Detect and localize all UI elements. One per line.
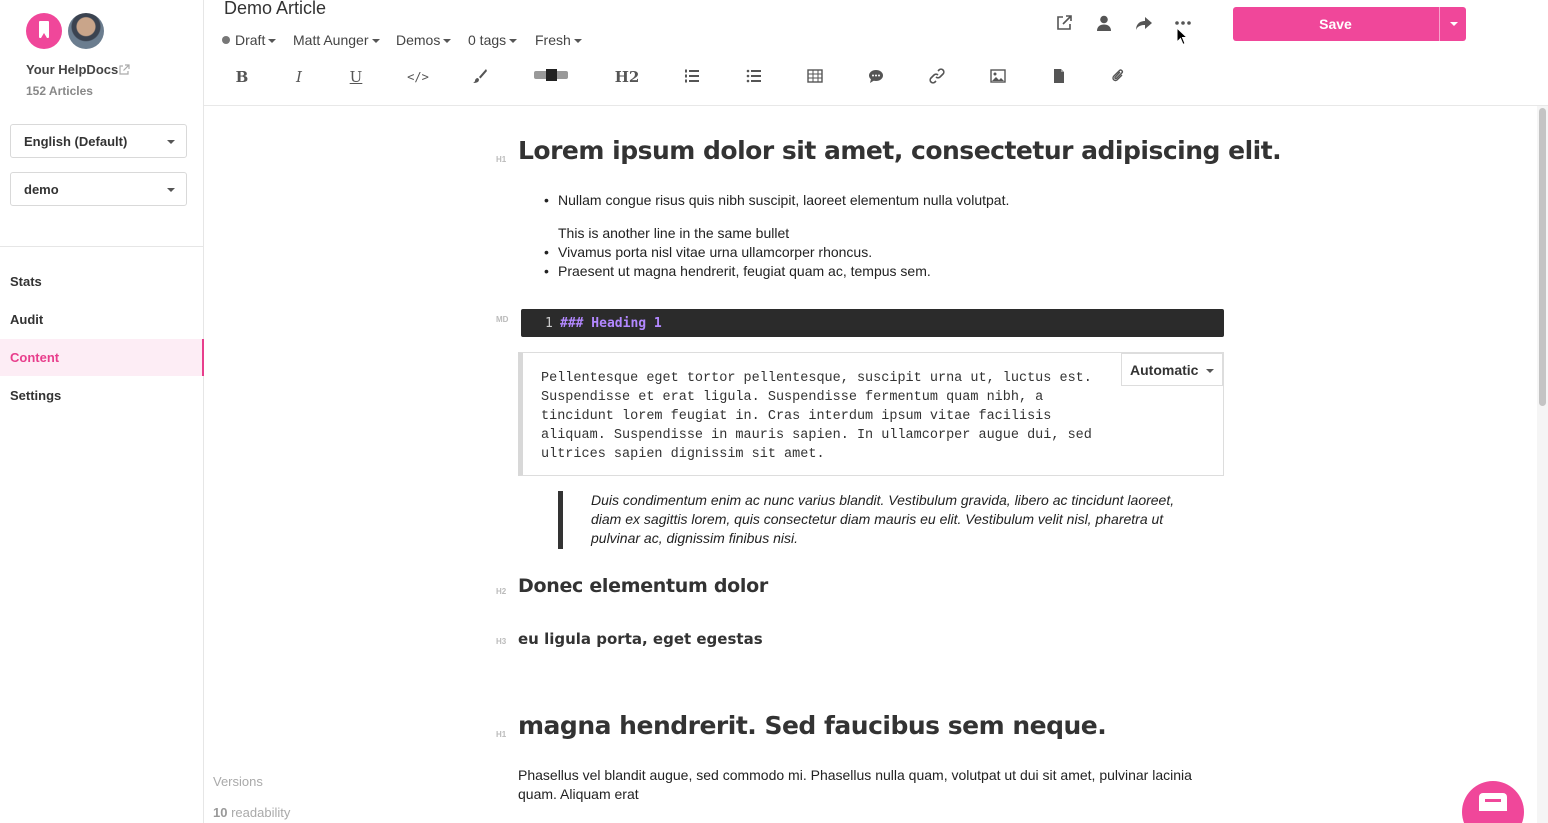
external-link-icon[interactable] [1054, 14, 1074, 34]
heading-2[interactable]: Donec elementum dolor [518, 575, 768, 597]
bullet-list-icon[interactable] [744, 68, 764, 92]
save-options-dropdown[interactable] [1439, 7, 1466, 41]
save-button[interactable] [1233, 7, 1466, 41]
table-icon[interactable] [805, 68, 825, 92]
readability-value: 10 [213, 805, 228, 820]
status-value: Draft [235, 32, 266, 48]
caret-down-icon [167, 188, 175, 192]
external-link-icon[interactable] [118, 64, 130, 79]
sidebar-item-stats[interactable]: Stats [10, 274, 42, 289]
block-tag-h1: H1 [496, 155, 507, 164]
code-line[interactable]: ### Heading 1 [560, 316, 662, 331]
caret-down-icon [372, 39, 380, 43]
code-button[interactable]: </> [407, 70, 429, 84]
save-button-label: Save [1319, 16, 1352, 32]
brush-icon[interactable] [470, 68, 490, 92]
block-tag-md: MD [496, 315, 509, 324]
category-select[interactable] [10, 172, 187, 206]
underline-button[interactable]: U [349, 68, 363, 86]
code-snippet-block[interactable] [518, 352, 1224, 476]
caret-down-icon [167, 140, 175, 144]
italic-button[interactable]: I [296, 68, 302, 86]
toolbar-divider [204, 105, 1548, 106]
comment-icon[interactable] [866, 68, 886, 92]
blockquote-text[interactable]: Duis condimentum enim ac nunc varius blandit. Vestibulum gravida, libero ac tincidunt laoreet, diam ex sagittis lorem, quis consectetur diam mauris eu elit. Vestibulum velit nisl, pharetra ut pulvinar ac, dignissim finibus nisi. [591, 492, 1175, 546]
category-value: Demos [396, 32, 441, 48]
sidebar-item-audit[interactable]: Audit [10, 312, 44, 327]
versions-link[interactable]: Versions [213, 774, 263, 789]
tags-value: 0 tags [468, 32, 507, 48]
sidebar-item-content[interactable]: Content [0, 339, 204, 376]
share-icon[interactable] [1134, 14, 1154, 34]
toggle-view-icon[interactable] [532, 68, 570, 92]
caret-down-icon [443, 39, 451, 43]
helpdocs-logo-icon[interactable] [26, 13, 62, 49]
code-language-value: Automatic [1130, 362, 1199, 378]
attachment-icon[interactable] [1108, 68, 1128, 92]
block-tag-h3: H3 [496, 637, 507, 646]
list-item[interactable]: • Nullam congue risus quis nibh suscipit, laoreet elementum nulla volutpat. [558, 191, 1009, 210]
author-value: Matt Aunger [293, 32, 369, 48]
sidebar-divider [0, 246, 204, 247]
blockquote[interactable] [558, 491, 1198, 549]
file-icon[interactable] [1049, 68, 1069, 92]
caret-down-icon [1206, 369, 1214, 373]
status-dot-icon [222, 36, 230, 44]
article-count: 152 Articles [26, 84, 93, 98]
heading-button[interactable]: H2 [614, 68, 640, 86]
category-dropdown[interactable] [396, 32, 451, 48]
author-dropdown[interactable] [293, 32, 380, 48]
language-select-value: English (Default) [24, 134, 128, 149]
heading-3[interactable]: eu ligula porta, eget egestas [518, 630, 763, 648]
mouse-cursor-icon [1176, 27, 1186, 45]
language-select[interactable] [10, 124, 187, 158]
user-icon[interactable] [1094, 14, 1114, 34]
caret-down-icon [509, 39, 517, 43]
beacon-icon [1479, 793, 1507, 811]
article-title[interactable]: Demo Article [224, 0, 327, 18]
readability-score [213, 805, 290, 820]
heading-1-second[interactable]: magna hendrerit. Sed faucibus sem neque. [518, 711, 1107, 740]
category-select-value: demo [24, 182, 59, 197]
freshness-dropdown[interactable] [535, 32, 582, 48]
link-icon[interactable] [927, 68, 947, 92]
avatar[interactable] [68, 13, 104, 49]
image-icon[interactable] [988, 68, 1008, 92]
markdown-code-block[interactable] [521, 309, 1224, 337]
block-tag-h1: H1 [496, 730, 507, 739]
list-item[interactable]: • Praesent ut magna hendrerit, feugiat quam ac, tempus sem. [558, 262, 931, 281]
status-dropdown[interactable] [222, 32, 276, 48]
caret-down-icon [574, 39, 582, 43]
site-name[interactable]: Your HelpDocs [26, 62, 119, 77]
readability-label: readability [231, 805, 291, 820]
caret-down-icon [268, 39, 276, 43]
scrollbar-thumb[interactable] [1539, 108, 1546, 406]
list-item[interactable]: • Vivamus porta nisl vitae urna ullamcorper rhoncus. [558, 243, 872, 262]
paragraph[interactable]: Phasellus vel blandit augue, sed commodo mi. Phasellus nulla quam, volutpat ut dui sit amet, pulvinar lacinia quam. Aliquam erat [518, 767, 1192, 802]
code-line-number: 1 [545, 316, 553, 331]
code-language-select[interactable] [1121, 353, 1223, 386]
code-snippet-text[interactable]: Pellentesque eget tortor pellentesque, suscipit urna ut, luctus est. Suspendisse et erat ligula. Suspendisse fermentum quam nibh, a tincidunt lorem feugiat in. Cras interdum ipsum vitae facilisis aliquam. Suspendisse in mauris sapien. In ullamcorper augue dui, sed ultrices sapien dignissim sit amet. [541, 371, 1092, 462]
tags-dropdown[interactable] [468, 32, 517, 48]
sidebar-item-settings[interactable]: Settings [10, 388, 62, 403]
sidebar [0, 0, 204, 823]
chat-widget-button[interactable] [1462, 781, 1524, 823]
heading-1[interactable]: Lorem ipsum dolor sit amet, consectetur adipiscing elit. [518, 136, 1282, 165]
block-tag-h2: H2 [496, 587, 507, 596]
ordered-list-icon[interactable] [682, 68, 702, 92]
bold-button[interactable]: B [235, 68, 249, 86]
freshness-value: Fresh [535, 32, 571, 48]
list-item-continuation[interactable]: This is another line in the same bullet [558, 225, 790, 241]
